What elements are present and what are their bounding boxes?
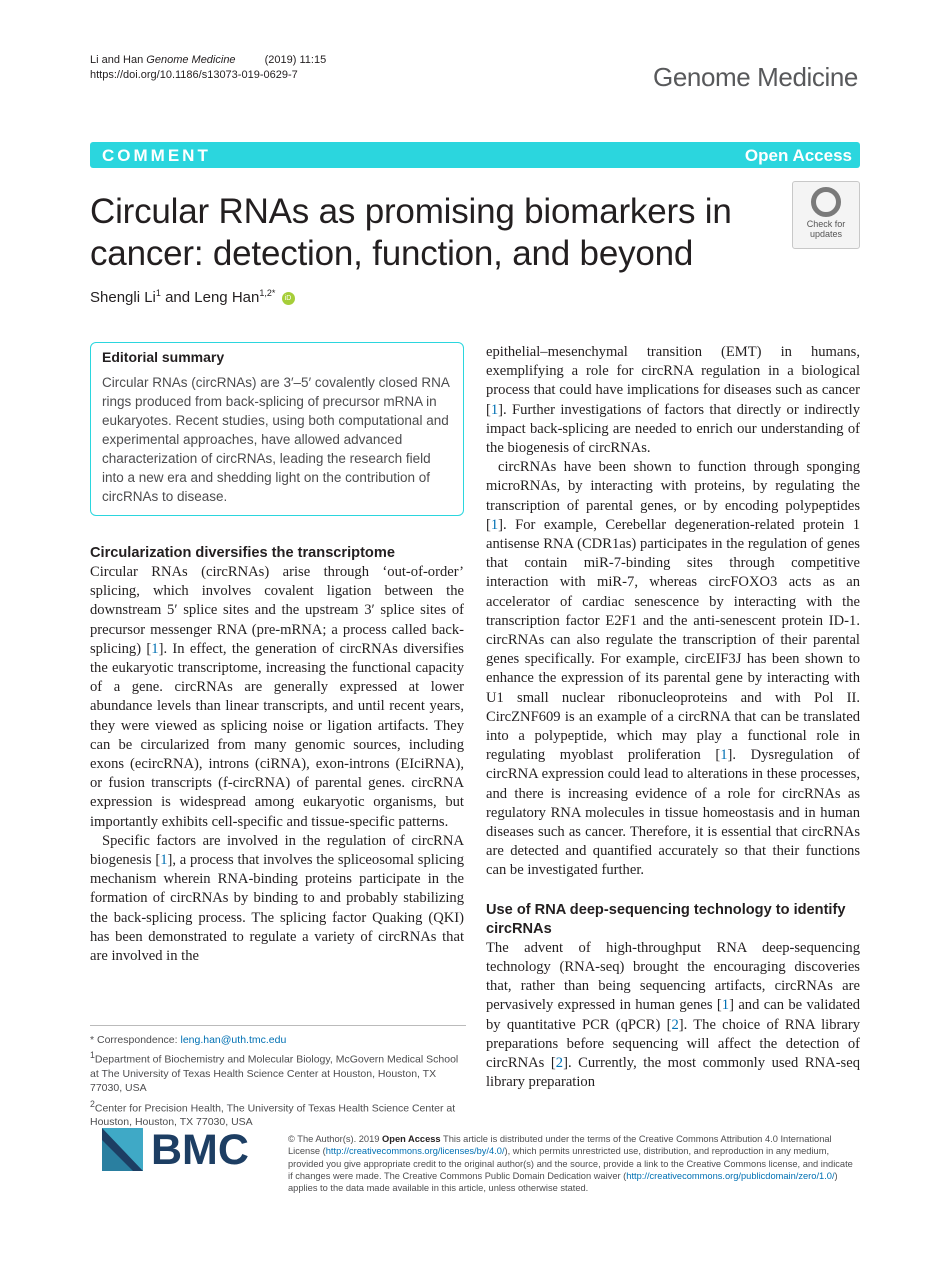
citation-header — [90, 53, 326, 83]
reference-link[interactable]: 2 — [555, 1054, 564, 1071]
check-for-updates-button[interactable] — [792, 181, 860, 249]
update-icon — [811, 187, 841, 217]
journal-logo: Genome Medicine — [653, 62, 858, 92]
bmc-wordmark: BMC — [151, 1126, 249, 1174]
author-and: and — [165, 289, 191, 306]
open-access-label: Open Access — [744, 146, 852, 165]
correspondence: * Correspondence: leng.han@uth.tmc.edu — [90, 1034, 287, 1046]
year-volume: (2019) 11:15 — [264, 54, 327, 66]
reference-link[interactable]: 1 — [490, 401, 499, 418]
check-line-2: updates — [809, 229, 843, 239]
bmc-logo — [102, 1128, 266, 1172]
affiliation-1: $^1$Department of Biochemistry and Molecular Biology, McGovern Medical School at The University of Texas Health Science Center at Houston, Houston, TX 77030, USA — [90, 1050, 459, 1095]
short-authors: Li and Han — [90, 54, 144, 66]
bmc-mark-icon — [102, 1128, 143, 1171]
article-type: COMMENT — [102, 146, 211, 165]
footnotes — [90, 1025, 466, 1131]
author-name[interactable]: Leng Han — [194, 289, 260, 306]
check-line-1: Check for — [806, 219, 846, 229]
article-title: Circular RNAs as promising biomarkers in cancer: detection, function, and beyond — [90, 192, 732, 273]
reference-link[interactable]: 1 — [721, 997, 730, 1014]
orcid-icon[interactable]: iD — [282, 292, 295, 305]
public-domain-url[interactable]: http://creativecommons.org/publicdomain/zero/1.0/ — [626, 1170, 835, 1181]
body-paragraph: The advent of high-throughput RNA deep-sequencing technology (RNA-seq) brought the encouraging discoveries that, rather than being sequencing artifacts, circRNAs are pervasively expressed in human genes [1] and can be validated by quantitative PCR (qPCR) [2]. The choice of RNA library preparations before sequencing will affect the detection of circRNAs [2]. Currently, the most commonly used RNA-seq library preparation — [486, 939, 861, 1091]
affiliation-sup: 1 — [155, 288, 161, 298]
open-access-bold: Open Access — [382, 1134, 441, 1144]
section-heading: Circularization diversifies the transcriptome — [90, 545, 395, 561]
section-heading: Use of RNA deep-sequencing technology to identify circRNAs — [486, 901, 846, 937]
reference-link[interactable]: 1 — [151, 640, 159, 657]
editorial-summary-box — [90, 342, 464, 516]
author-list — [90, 288, 295, 306]
doi-link[interactable]: https://doi.org/10.1186/s13073-019-0629-7 — [90, 69, 298, 81]
body-paragraph: circRNAs have been shown to function through sponging microRNAs, by interacting with proteins, by regulating the transcription of parental genes, or by encoding polypeptides [1]. For example, Cerebellar degeneration-related protein 1 antisense RNA (CDR1as) participates in the regulation of genes that contain miR-7-binding sites through competitive interaction with miR-7, whereas circFOXO3 acts as an accelerator of cardiac senescence by interacting with the transcription factor E2F1 and the anti-senescent protein ID-1. circRNAs can also regulate the transcription of their parental genes specifically. For example, circEIF3J has been shown to enhance the expression of its parental gene by interacting with U1 small nuclear ribonucleoproteins and with Pol II. CircZNF609 is an example of a circRNA that can be translated into a polypeptide, which may play a functional role in regulating myoblast proliferation [1]. Dysregulation of circRNA expression could lead to alterations in these processes, and there is increasing evidence of a role for circRNAs as regulatory RNA molecules in tissue homeostasis and in human diseases such as cancer. Therefore, it is essential that circRNAs are detected and quantified accurately so that their functions can be investigated further. — [486, 459, 860, 879]
reference-link[interactable]: 1 — [490, 516, 499, 533]
affiliation-sup: 1,2* — [259, 288, 276, 298]
author-name[interactable]: Shengli Li — [90, 289, 156, 306]
citation-line — [90, 53, 326, 68]
summary-heading: Editorial summary — [102, 349, 225, 365]
reference-link[interactable]: 2 — [671, 1016, 679, 1033]
article-type-banner — [90, 142, 860, 168]
right-column — [486, 343, 860, 1092]
affiliation-2: $^2$Center for Precision Health, The University of Texas Health Science Center at Houston, Houston, TX 77030, USA — [90, 1098, 456, 1129]
reference-link[interactable]: 1 — [160, 852, 168, 869]
section-gap — [486, 881, 860, 901]
correspondence-email[interactable]: leng.han@uth.tmc.edu — [180, 1034, 287, 1046]
body-paragraph: Specific factors are involved in the regulation of circRNA biogenesis [1], a process that involves the spliceosomal splicing mechanism wherein RNA-binding proteins participate in the formation of circRNAs by binding to and probably stabilizing the back-splicing process. The splicing factor Quaking (QKI) has been demonstrated to regulate a variety of circRNAs that are involved in the — [90, 832, 464, 965]
summary-text: Circular RNAs (circRNAs) are 3′–5′ covalently closed RNA rings produced from back-splicing of precursor mRNA in eukaryotes. Recent studies, using both computational and experimental approaches, have allowed advanced characterization of circRNAs, leading the research field into a new era and shedding light on the contribution of circRNAs to disease. — [102, 375, 450, 504]
license-text: © The Author(s). 2019 Open Access This article is distributed under the terms of the Creative Commons Attribution 4.0 International License (http://creativecommons.org/licenses/by/4.0/), which permits unrestricted use, distribution, and reproduction in any medium, provided you give appropriate credit to the original author(s) and the source, provide a link to the Creative Commons license, and indicate if changes were made. The Creative Commons Public Domain Dedication waiver (http://creativecommons.org/publicdomain/zero/1.0/) applies to the data made available in this article, unless otherwise stated. — [288, 1134, 853, 1194]
journal-name: Genome Medicine — [146, 54, 236, 66]
body-paragraph: Circular RNAs (circRNAs) arise through ‘out-of-order’ splicing, which involves covalent ligation between the downstream 5′ splice sites and the upstream 3′ splice sites of precursor messenger RNA (pre-mRNA; a process called back-splicing) [1]. In effect, the generation of circRNAs diversifies the eukaryotic transcriptome, increasing the functional capacity of a gene. circRNAs are generally expressed at lower abundance levels than linear transcripts, and until recent years, they were viewed as splicing noise or ligation artifacts. They can be circularized from many genomic sources, including exons (ecircRNA), introns (ciRNA), exon-introns (EIciRNA), or fusion transcripts (f-circRNA) of parental genes. circRNA expression is widespread among eukaryotic organisms, but importantly exhibits cell-specific and tissue-specific patterns. — [90, 564, 464, 830]
license-url[interactable]: http://creativecommons.org/licenses/by/4.0/ — [325, 1146, 505, 1157]
left-column — [90, 544, 464, 966]
reference-link[interactable]: 1 — [720, 747, 728, 764]
body-paragraph: epithelial–mesenchymal transition (EMT) in humans, exemplifying a role for circRNA regulation in a biological process that could have implications for diseases such as cancer [1]. Further investigations of factors that directly or indirectly impact back-splicing are needed to enrich our understanding of the biogenesis of circRNAs. — [486, 344, 860, 457]
